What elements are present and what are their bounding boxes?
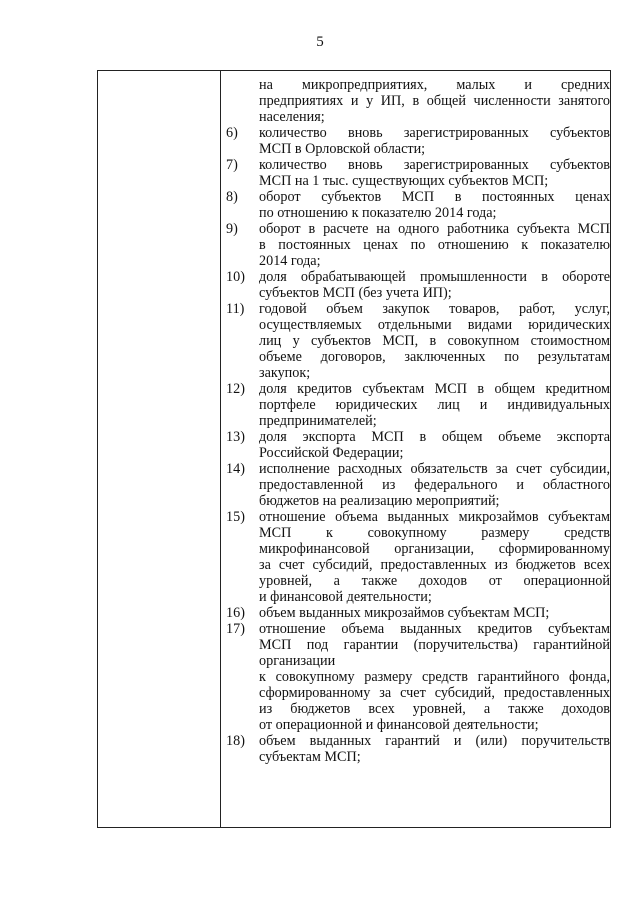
text-line: и финансовой деятельности; xyxy=(259,589,432,605)
text-line: из бюджетов всех уровней, а также доходов xyxy=(259,701,610,717)
text-line: МСП к совокупному размеру средств xyxy=(259,525,610,541)
text-line: оборот субъектов МСП в постоянных ценах xyxy=(259,189,610,205)
text-line: лиц у субъектов МСП, в совокупном стоимостном xyxy=(259,333,610,349)
list-item-number: 11) xyxy=(226,301,245,317)
list-item-text xyxy=(259,157,610,189)
text-line: МСП на 1 тыс. существующих субъектов МСП; xyxy=(259,173,549,189)
text-line: отношение объема выданных микрозаймов субъектам xyxy=(259,509,610,525)
text-line: оборот в расчете на одного работника субъекта МСП xyxy=(259,221,610,237)
text-line: к совокупному размеру средств гарантийного фонда, xyxy=(259,669,610,685)
text-line: предоставленной из федерального и областного xyxy=(259,477,610,493)
list-item-text xyxy=(259,221,610,269)
text-line: субъектам МСП; xyxy=(259,749,361,765)
text-line: отношение объема выданных кредитов субъектам xyxy=(259,621,610,637)
text-line: количество вновь зарегистрированных субъектов xyxy=(259,125,610,141)
list-item-number: 13) xyxy=(226,429,245,445)
text-line: объем выданных гарантий и (или) поручительств xyxy=(259,733,610,749)
list-item xyxy=(226,189,610,221)
list-item-number: 9) xyxy=(226,221,238,237)
text-line: микрофинансовой организации, сформированному xyxy=(259,541,610,557)
list-item xyxy=(226,381,610,429)
list-item xyxy=(226,269,610,301)
text-line: годовой объем закупок товаров, работ, услуг, xyxy=(259,301,610,317)
list-item-number: 18) xyxy=(226,733,245,749)
text-line: от операционной и финансовой деятельности; xyxy=(259,717,539,733)
text-line: исполнение расходных обязательств за счет субсидии, xyxy=(259,461,610,477)
list-item-text xyxy=(259,429,610,461)
list-item-number xyxy=(226,77,259,125)
list-item-number: 10) xyxy=(226,269,245,285)
indicator-list xyxy=(226,77,610,765)
text-line: закупок; xyxy=(259,365,311,381)
list-item xyxy=(226,733,610,765)
list-item-text xyxy=(259,733,610,765)
list-item xyxy=(226,621,610,733)
text-line: на микропредприятиях, малых и средних xyxy=(259,77,610,93)
list-item xyxy=(226,77,610,125)
text-line: доля экспорта МСП в общем объеме экспорта xyxy=(259,429,610,445)
text-line: объеме договоров, заключенных по результатам xyxy=(259,349,610,365)
list-item-number: 6) xyxy=(226,125,238,141)
text-line: МСП в Орловской области; xyxy=(259,141,426,157)
list-item-text xyxy=(259,125,610,157)
list-item-number: 12) xyxy=(226,381,245,397)
text-line: количество вновь зарегистрированных субъектов xyxy=(259,157,610,173)
list-item xyxy=(226,157,610,189)
list-item-text xyxy=(259,269,610,301)
list-item-number: 8) xyxy=(226,189,238,205)
text-line: бюджетов на реализацию мероприятий; xyxy=(259,493,500,509)
table-column-divider xyxy=(220,70,221,828)
text-line: уровней, а также доходов от операционной xyxy=(259,573,610,589)
list-item xyxy=(226,461,610,509)
list-item-number: 14) xyxy=(226,461,245,477)
list-item xyxy=(226,509,610,605)
list-item xyxy=(226,429,610,461)
list-item-text xyxy=(259,381,610,429)
list-item-text xyxy=(259,189,610,221)
text-line: осуществляемых отдельными видами юридических xyxy=(259,317,610,333)
list-item-text xyxy=(259,621,610,733)
text-line: сформированному за счет субсидий, предоставленных xyxy=(259,685,610,701)
text-line: МСП под гарантии (поручительства) гарантийной xyxy=(259,637,610,653)
list-item-text xyxy=(259,509,610,605)
list-item-text xyxy=(259,605,610,621)
text-line: доля кредитов субъектам МСП в общем кредитном xyxy=(259,381,610,397)
text-line: 2014 года; xyxy=(259,253,321,269)
list-item-number: 15) xyxy=(226,509,245,525)
text-line: портфеле юридических лиц и индивидуальных xyxy=(259,397,610,413)
page-number: 5 xyxy=(316,34,324,50)
text-line: доля обрабатывающей промышленности в обороте xyxy=(259,269,610,285)
list-item-text xyxy=(259,301,610,381)
list-item xyxy=(226,301,610,381)
list-item xyxy=(226,605,610,621)
text-line: в постоянных ценах по отношению к показателю xyxy=(259,237,610,253)
list-item-number: 16) xyxy=(226,605,245,621)
text-line: организации xyxy=(259,653,336,669)
list-item-text xyxy=(259,77,610,125)
text-line: Российской Федерации; xyxy=(259,445,404,461)
list-item-number: 17) xyxy=(226,621,245,637)
text-line: субъектов МСП (без учета ИП); xyxy=(259,285,452,301)
list-item-text xyxy=(259,461,610,509)
text-line: по отношению к показателю 2014 года; xyxy=(259,205,497,221)
text-line: населения; xyxy=(259,109,325,125)
text-line: предприятиях и у ИП, в общей численности занятого xyxy=(259,93,610,109)
text-line: предпринимателей; xyxy=(259,413,377,429)
list-item-number: 7) xyxy=(226,157,238,173)
list-item xyxy=(226,221,610,269)
text-line: объем выданных микрозаймов субъектам МСП; xyxy=(259,605,550,621)
text-line: за счет субсидий, предоставленных из бюджетов всех xyxy=(259,557,610,573)
list-item xyxy=(226,125,610,157)
